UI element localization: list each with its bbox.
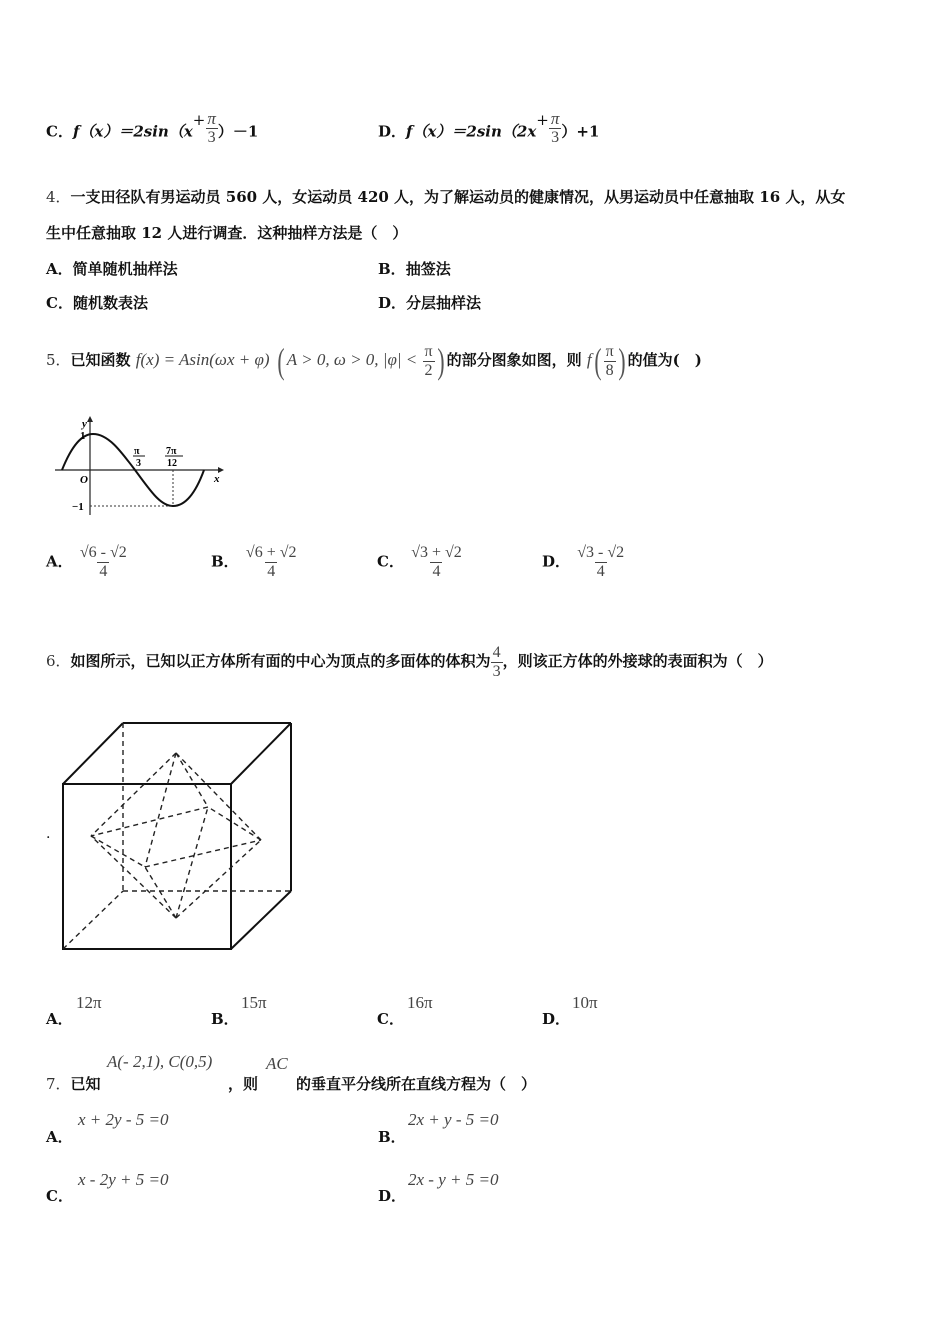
option-label: A． <box>46 1010 73 1028</box>
q5-option-b[interactable] <box>211 544 299 581</box>
option-label: B． <box>211 1010 239 1028</box>
option-label: B． <box>378 1128 406 1146</box>
left-paren: ( <box>277 341 285 381</box>
option-label: A． <box>46 552 73 571</box>
numerator: π <box>605 342 614 360</box>
option-value: 12π <box>76 993 102 1012</box>
q6-option-d[interactable] <box>542 1008 570 1029</box>
question-number: 5． <box>46 351 71 369</box>
option-label: A． <box>46 260 73 278</box>
fraction <box>549 110 562 147</box>
tick-pi3-num: π <box>134 446 140 457</box>
y-label: y <box>82 418 87 430</box>
question-number: 7． <box>46 1075 71 1093</box>
question-text: 已知函数 <box>70 351 131 369</box>
option-value: 16π <box>407 993 433 1012</box>
tick-7pi12-den: 12 <box>167 458 177 469</box>
option-text: 随机数表法 <box>72 294 148 312</box>
denominator: 2 <box>424 361 433 379</box>
denominator: 4 <box>432 563 441 580</box>
option-label: A． <box>46 1128 73 1146</box>
origin-label: O <box>80 474 88 486</box>
fraction <box>205 110 218 147</box>
fraction <box>575 544 626 581</box>
condition: A > 0, ω > 0, |φ| < <box>286 350 418 369</box>
q4-option-a[interactable] <box>46 258 178 279</box>
numerator: 4 <box>492 643 501 661</box>
q6-option-b[interactable] <box>211 1008 239 1029</box>
q5-option-a[interactable] <box>46 544 129 581</box>
option-text: 分层抽样法 <box>406 294 482 312</box>
tick-one: 1 <box>80 430 86 442</box>
denominator: 3 <box>207 129 216 146</box>
q5-stem <box>46 340 702 381</box>
question-text: 一支田径队有男运动员 560 人，女运动员 420 人，为了解运动员的健康情况，从男运动员中任意抽取 16 人，从女 <box>70 188 846 206</box>
question-text: 的值为( ) <box>627 351 702 369</box>
option-value: 10π <box>572 993 598 1012</box>
q5-option-d[interactable] <box>542 544 626 581</box>
q7-option-a[interactable] <box>46 1126 73 1147</box>
denominator: 3 <box>492 662 501 680</box>
option-text-end: ）－1 <box>217 122 259 141</box>
option-equation: x + 2y - 5 =0 <box>78 1110 169 1129</box>
cube-edge <box>231 723 291 784</box>
option-text: 抽签法 <box>405 260 451 278</box>
numerator: √6 - √2 <box>79 544 127 561</box>
octa-edge <box>176 840 261 918</box>
option-text: 简单随机抽样法 <box>72 260 178 278</box>
plus-sign: + <box>192 110 206 129</box>
cube-hidden-edge <box>63 891 123 949</box>
option-equation: x - 2y + 5 =0 <box>78 1170 169 1189</box>
cube-octahedron-figure <box>55 715 300 955</box>
q4-option-b[interactable] <box>378 258 451 279</box>
sine-graph <box>50 410 230 520</box>
fraction <box>78 544 129 581</box>
tick-minus-one: −1 <box>72 501 84 513</box>
points-expression: A(- 2,1), C(0,5) <box>107 1052 213 1071</box>
denominator: 4 <box>99 563 108 580</box>
denominator: 8 <box>605 361 614 379</box>
denominator: 4 <box>267 563 276 580</box>
numerator: π <box>550 109 560 128</box>
q4-option-c[interactable] <box>46 292 148 313</box>
cube-edge <box>231 891 291 949</box>
question-number: 4． <box>46 188 71 206</box>
octa-edge <box>91 836 145 867</box>
question-text: ，则该正方体的外接球的表面积为（ ） <box>502 652 773 670</box>
option-text: f（x）＝2sin（x <box>72 122 193 141</box>
option-value: 15π <box>241 993 267 1012</box>
fraction <box>491 644 503 681</box>
denominator: 4 <box>596 563 605 580</box>
option-label: D． <box>378 122 407 141</box>
right-paren: ) <box>618 341 626 381</box>
question-text: 的垂直平分线所在直线方程为（ ） <box>296 1075 537 1093</box>
function-expression: f(x) = Asin(ωx + φ) <box>135 350 270 369</box>
q7-stem <box>46 1066 101 1102</box>
option-label: C． <box>46 294 73 312</box>
numerator: √6 + √2 <box>245 544 297 561</box>
x-label: x <box>214 473 220 485</box>
right-paren: ) <box>436 341 445 381</box>
octa-edge <box>91 836 176 918</box>
question-text: 的部分图象如图，则 <box>446 351 582 369</box>
octa-edge <box>91 807 208 836</box>
q6-option-c[interactable] <box>377 1008 404 1029</box>
question-number: 6． <box>46 652 71 670</box>
option-label: C． <box>377 552 404 571</box>
fraction <box>244 544 299 581</box>
fraction <box>423 343 435 380</box>
q5-option-c[interactable] <box>377 544 464 581</box>
option-label: C． <box>46 1187 73 1205</box>
numerator: √3 - √2 <box>577 544 625 561</box>
option-label: B． <box>378 260 406 278</box>
stray-dot: . <box>46 826 51 842</box>
option-label: C． <box>46 122 73 141</box>
option-equation: 2x + y - 5 =0 <box>408 1110 499 1129</box>
cube-edge <box>63 723 123 784</box>
numerator: √3 + √2 <box>411 544 462 561</box>
tick-pi3-den: 3 <box>136 458 141 469</box>
numerator: π <box>424 342 433 360</box>
left-paren: ( <box>593 341 602 381</box>
question-text: 如图所示，已知以正方体所有面的中心为顶点的多面体的体积为 <box>70 652 491 670</box>
option-equation: 2x - y + 5 =0 <box>408 1170 499 1189</box>
option-label: D． <box>378 1187 407 1205</box>
question-text: ，则 <box>228 1075 259 1093</box>
fraction <box>604 343 616 380</box>
option-label: D． <box>378 294 407 312</box>
denominator: 3 <box>551 129 560 146</box>
octa-edge <box>91 753 176 836</box>
q7-option-b[interactable] <box>378 1126 406 1147</box>
option-label: B． <box>211 552 239 571</box>
fraction <box>409 544 464 581</box>
option-text: f（x）＝2sin（2x <box>406 122 537 141</box>
option-label: D． <box>542 1010 571 1028</box>
numerator: π <box>207 109 216 128</box>
tick-7pi12-num: 7π <box>166 446 177 457</box>
q6-option-a[interactable] <box>46 1008 73 1029</box>
octa-edge <box>145 753 176 867</box>
option-label: D． <box>542 552 571 571</box>
question-text: 生中任意抽取 12 人进行调查．这种抽样方法是（ ） <box>46 224 408 242</box>
octa-edge <box>176 807 208 918</box>
octa-edge <box>145 840 261 867</box>
q6-stem <box>46 634 773 688</box>
q4-stem-line2 <box>46 215 407 251</box>
option-text-end: ）+1 <box>561 122 600 141</box>
q3-option-c[interactable] <box>46 109 259 151</box>
q4-stem-line1 <box>46 179 845 215</box>
q4-option-d[interactable] <box>378 292 481 313</box>
q3-option-d[interactable] <box>378 109 600 151</box>
option-label: C． <box>377 1010 404 1028</box>
y-axis-arrow <box>87 416 93 422</box>
function-name: f <box>586 350 592 369</box>
plus-sign: + <box>536 110 549 129</box>
segment-label: AC <box>266 1054 288 1073</box>
q7-option-c[interactable] <box>46 1185 73 1206</box>
q7-option-d[interactable] <box>378 1185 406 1206</box>
question-text: 已知 <box>70 1075 101 1093</box>
